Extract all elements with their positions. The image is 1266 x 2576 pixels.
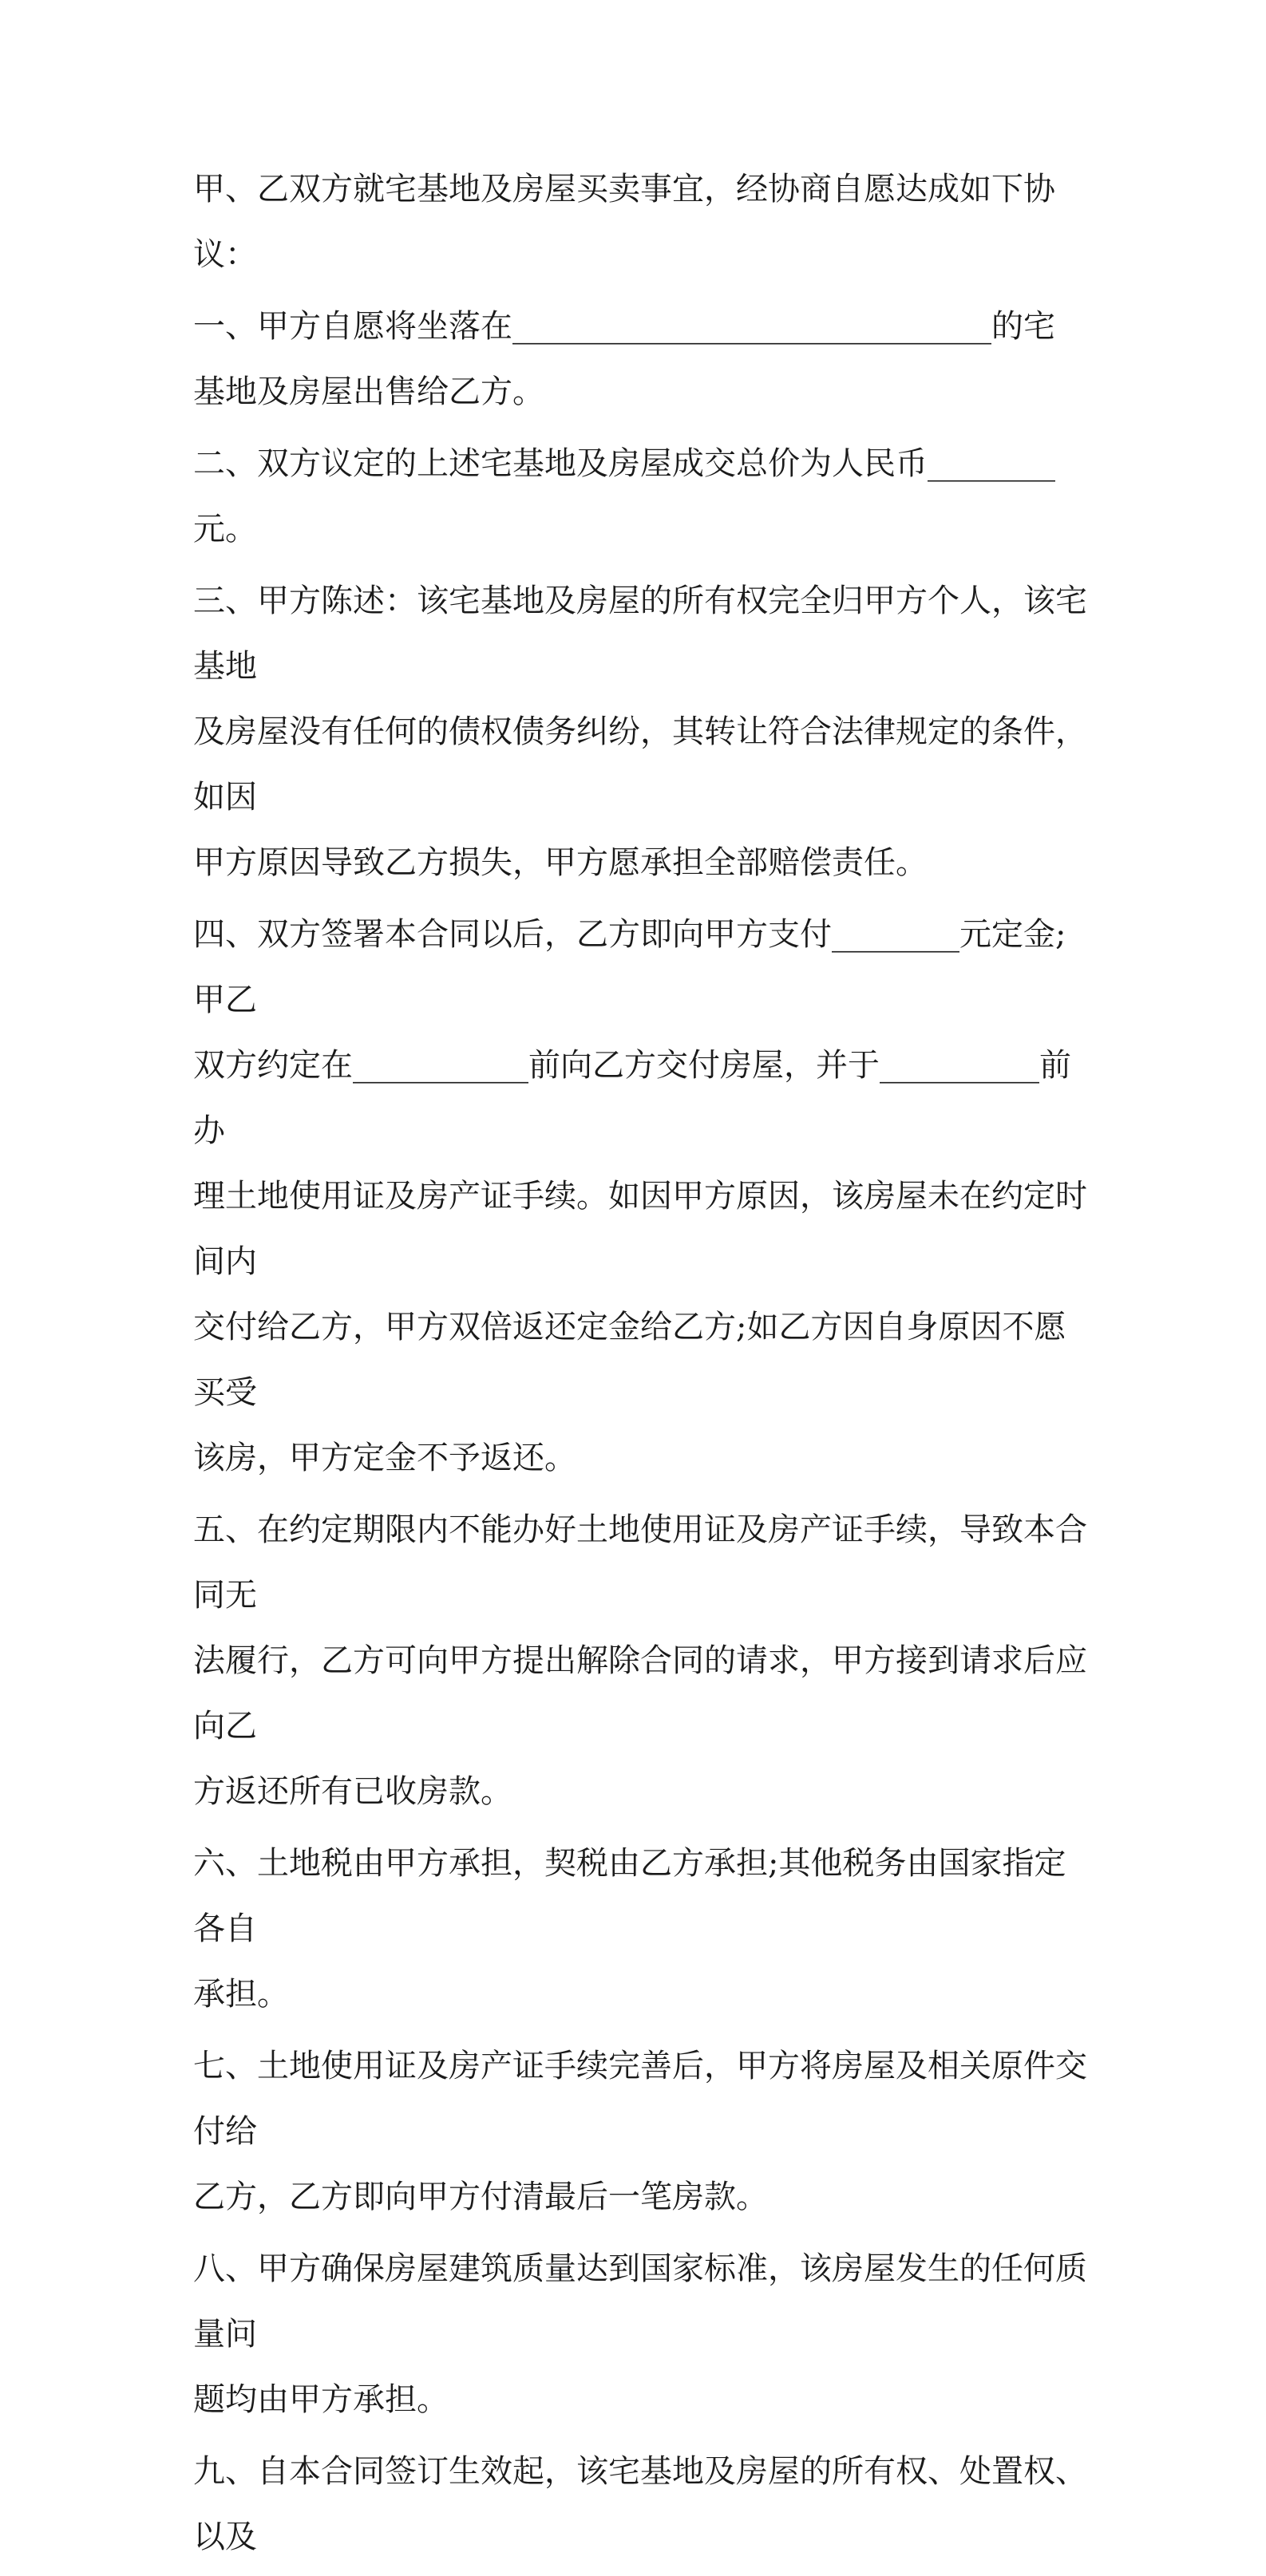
- paragraph-clause-8: 八、甲方确保房屋建筑质量达到国家标准，该房屋发生的任何质量问 题均由甲方承担。: [193, 2250, 1087, 2418]
- paragraph-clause-1: 一、甲方自愿将坐落在______________________________的宅 基地及房屋出售给乙方。: [193, 308, 1055, 410]
- paragraph-clause-7: 七、土地使用证及房产证手续完善后，甲方将房屋及相关原件交付给 乙方，乙方即向甲方付清最后一笔房款。: [193, 2048, 1087, 2215]
- paragraph-clause-4: 四、双方签署本合同以后，乙方即向甲方支付________元定金;甲乙 双方约定在___________前向乙方交付房屋，并于__________前办 理土地使用证及房产证手续。如因甲方原因，该房屋未在约定时间内 交付给乙方，甲方双倍返还定金给乙方;如乙方因自身原因不愿买受 该房，甲方定金不予返还。: [193, 916, 1087, 1476]
- document-body: [193, 156, 1089, 2576]
- paragraph-clause-9: 九、自本合同签订生效起，该宅基地及房屋的所有权、处置权、以及: [193, 2453, 1087, 2555]
- paragraph-intro: 甲、乙双方就宅基地及房屋买卖事宜，经协商自愿达成如下协议：: [193, 171, 1055, 273]
- paragraph-clause-5: 五、在约定期限内不能办好土地使用证及房产证手续，导致本合同无 法履行，乙方可向甲方提出解除合同的请求，甲方接到请求后应向乙 方返还所有已收房款。: [193, 1511, 1087, 1810]
- paragraph-clause-3: 三、甲方陈述：该宅基地及房屋的所有权完全归甲方个人，该宅基地 及房屋没有任何的债权债务纠纷，其转让符合法律规定的条件，如因 甲方原因导致乙方损失，甲方愿承担全部赔偿责任。: [193, 583, 1087, 881]
- paragraph-clause-2: 二、双方议定的上述宅基地及房屋成交总价为人民币________元。: [193, 445, 1055, 547]
- paragraph-clause-6: 六、土地税由甲方承担，契税由乙方承担;其他税务由国家指定各自 承担。: [193, 1845, 1066, 2013]
